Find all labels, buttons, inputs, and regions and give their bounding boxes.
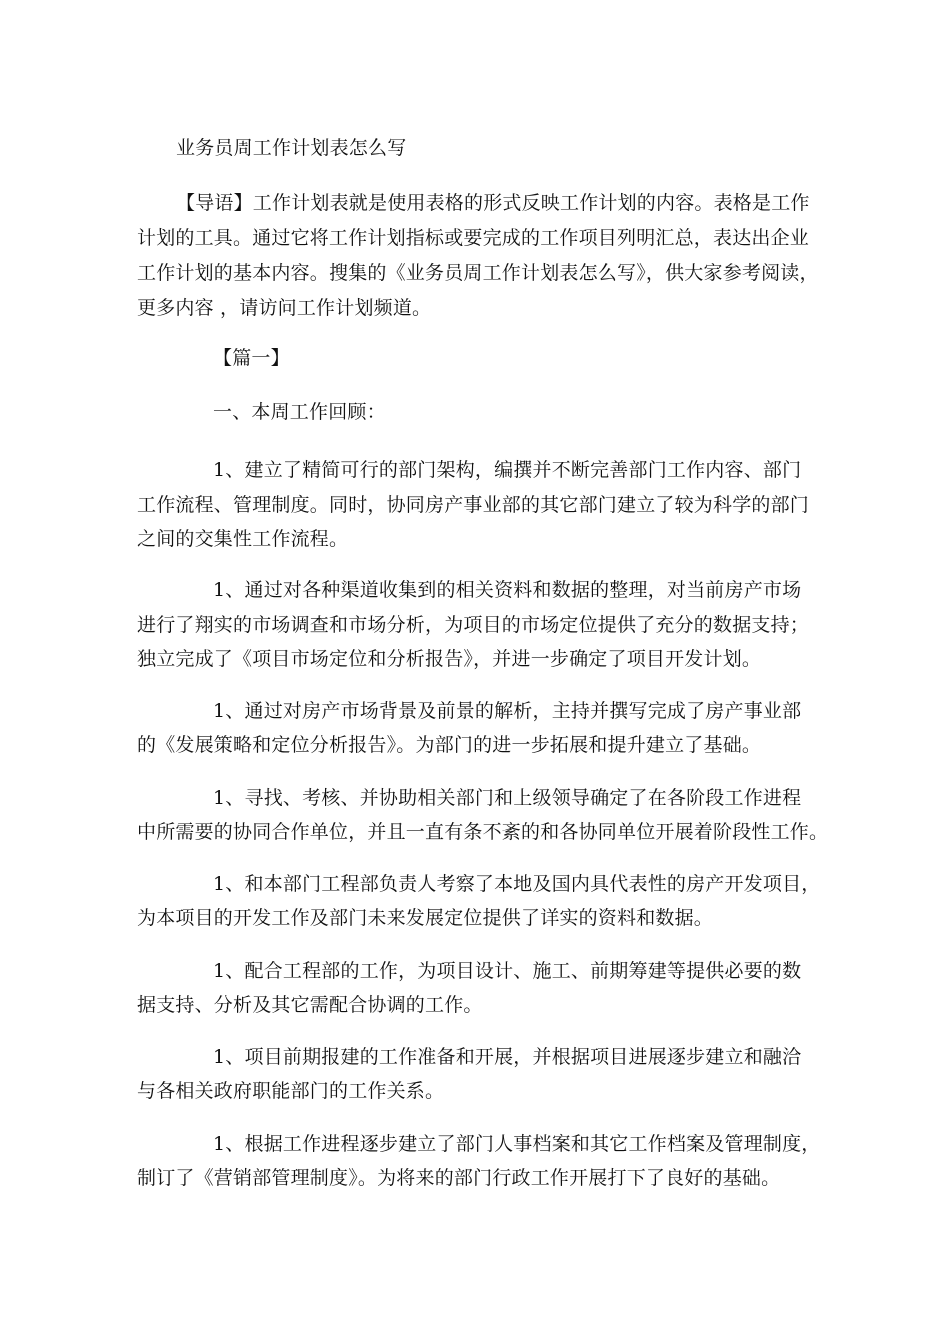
item-8-line-1: 1、根据工作进程逐步建立了部门人事档案和其它工作档案及管理制度， bbox=[213, 1133, 821, 1155]
item-7-line-1: 1、项目前期报建的工作准备和开展，并根据项目进展逐步建立和融洽 bbox=[213, 1046, 802, 1068]
item-1-line-1: 1、建立了精简可行的部门架构，编撰并不断完善部门工作内容、部门 bbox=[213, 459, 802, 481]
item-3-line-2: 的《发展策略和定位分析报告》。为部门的进一步拓展和提升建立了基础。 bbox=[137, 734, 762, 756]
intro-line-4: 更多内容 ，请访问工作计划频道。 bbox=[137, 297, 432, 319]
section-label: 【篇一】 bbox=[213, 347, 290, 369]
item-1-line-2: 工作流程、管理制度。同时，协同房产事业部的其它部门建立了较为科学的部门 bbox=[137, 494, 810, 516]
item-5-line-1: 1、和本部门工程部负责人考察了本地及国内具代表性的房产开发项目， bbox=[213, 873, 821, 895]
item-1-line-3: 之间的交集性工作流程。 bbox=[137, 528, 349, 550]
item-2-line-1: 1、通过对各种渠道收集到的相关资料和数据的整理，对当前房产市场 bbox=[213, 579, 802, 601]
item-6-line-2: 据支持、分析及其它需配合协调的工作。 bbox=[137, 994, 483, 1016]
item-2-line-3: 独立完成了《项目市场定位和分析报告》，并进一步确定了项目开发计划。 bbox=[137, 648, 762, 670]
item-7-line-2: 与各相关政府职能部门的工作关系。 bbox=[137, 1080, 445, 1102]
item-8-line-2: 制订了《营销部管理制度》。为将来的部门行政工作开展打下了良好的基础。 bbox=[137, 1167, 781, 1189]
item-6-line-1: 1、配合工程部的工作，为项目设计、施工、前期筹建等提供必要的数 bbox=[213, 960, 802, 982]
item-2-line-2: 进行了翔实的市场调查和市场分析，为项目的市场定位提供了充分的数据支持； bbox=[137, 614, 810, 636]
intro-line-1: 【导语】工作计划表就是使用表格的形式反映工作计划的内容。表格是工作 bbox=[176, 192, 810, 214]
item-5-line-2: 为本项目的开发工作及部门未来发展定位提供了详实的资料和数据。 bbox=[137, 907, 714, 929]
item-4-line-1: 1、寻找、考核、并协助相关部门和上级领导确定了在各阶段工作进程 bbox=[213, 787, 802, 809]
intro-line-3: 工作计划的基本内容。搜集的《业务员周工作计划表怎么写》，供大家参考阅读， bbox=[137, 262, 819, 284]
item-4-line-2: 中所需要的协同合作单位，并且一直有条不紊的和各协同单位开展着阶段性工作。 bbox=[137, 821, 829, 843]
item-3-line-1: 1、通过对房产市场背景及前景的解析，主持并撰写完成了房产事业部 bbox=[213, 700, 802, 722]
intro-line-2: 计划的工具。通过它将工作计划指标或要完成的工作项目列明汇总，表达出企业 bbox=[137, 227, 810, 249]
subheading: 一、本周工作回顾： bbox=[213, 401, 386, 423]
document-title: 业务员周工作计划表怎么写 bbox=[176, 137, 407, 159]
